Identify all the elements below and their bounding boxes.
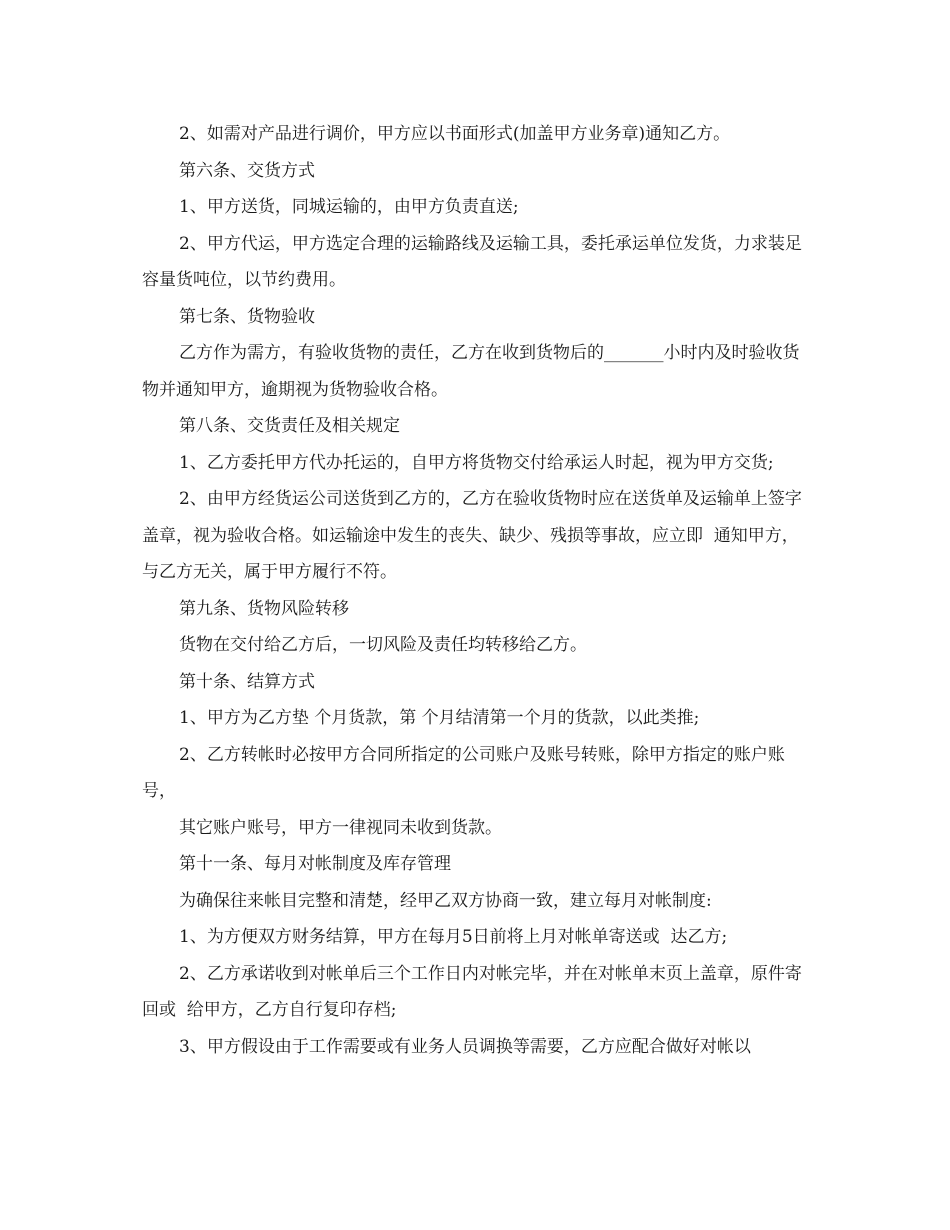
paragraph: 1、为方便双方财务结算，甲方在每月5日前将上月对帐单寄送或 达乙方; bbox=[179, 927, 728, 947]
paragraph: 其它账户账号，甲方一律视同未收到货款。 bbox=[179, 817, 502, 838]
heading-article-9: 第九条、货物风险转移 bbox=[179, 598, 349, 619]
heading-article-7: 第七条、货物验收 bbox=[179, 306, 315, 327]
paragraph: 1、甲方送货，同城运输的，由甲方负责直送; bbox=[179, 197, 519, 217]
paragraph: 货物在交付给乙方后，一切风险及责任均转移给乙方。 bbox=[179, 635, 587, 655]
heading-article-6: 第六条、交货方式 bbox=[179, 160, 315, 181]
paragraph: 乙方作为需方，有验收货物的责任，乙方在收到货物后的_______小时内及时验收货物并通知甲方，逾期视为货物验收合格。 bbox=[142, 343, 800, 400]
paragraph: 2、甲方代运，甲方选定合理的运输路线及运输工具，委托承运单位发货，力求装足容量货吨位，以节约费用。 bbox=[142, 233, 802, 290]
paragraph: 1、甲方为乙方垫 个月货款，第 个月结清第一个月的货款，以此类推; bbox=[179, 708, 700, 728]
document-body bbox=[142, 116, 807, 1065]
heading-article-8: 第八条、交货责任及相关规定 bbox=[179, 416, 400, 436]
paragraph: 2、由甲方经货运公司送货到乙方的，乙方在验收货物时应在送货单及运输单上签字盖章，视为验收合格。如运输途中发生的丧失、缺少、残损等事故，应立即 通知甲方，与乙方无关，属于甲方履行不符。 bbox=[142, 489, 802, 582]
paragraph: 2、乙方转帐时必按甲方合同所指定的公司账户及账号转账，除甲方指定的账户账号， bbox=[142, 744, 785, 801]
paragraph: 为确保往来帐目完整和清楚，经甲乙双方协商一致，建立每月对帐制度: bbox=[179, 890, 712, 911]
paragraph-price-adjustment: 2、如需对产品进行调价，甲方应以书面形式(加盖甲方业务章)通知乙方。 bbox=[179, 124, 731, 144]
paragraph: 2、乙方承诺收到对帐单后三个工作日内对帐完毕，并在对帐单末页上盖章，原件寄回或 给甲方，乙方自行复印存档; bbox=[142, 963, 802, 1020]
paragraph: 1、乙方委托甲方代办托运的，自甲方将货物交付给承运人时起，视为甲方交货; bbox=[179, 452, 774, 473]
heading-article-10: 第十条、结算方式 bbox=[179, 671, 315, 692]
paragraph: 3、甲方假设由于工作需要或有业务人员调换等需要，乙方应配合做好对帐以 bbox=[179, 1036, 751, 1057]
heading-article-11: 第十一条、每月对帐制度及库存管理 bbox=[179, 854, 451, 874]
